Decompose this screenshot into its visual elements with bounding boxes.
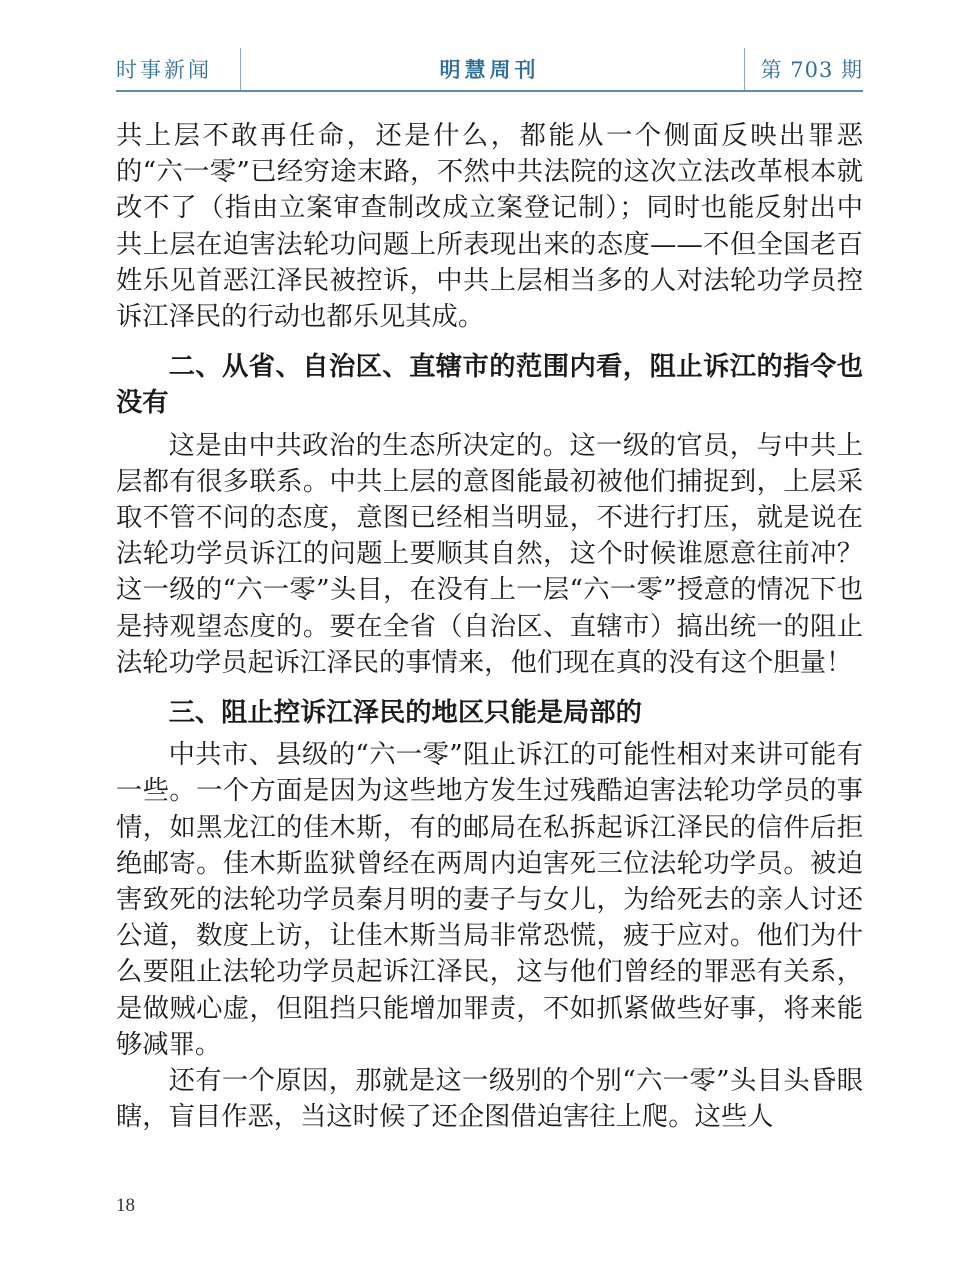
article-body [116,118,863,1135]
header-issue-number: 第 703 期 [760,58,863,82]
section-heading-3: 三、阻止控诉江泽民的地区只能是局部的 [168,698,642,729]
paragraph-section-2: 这是由中共政治的生态所决定的。这一级的官员，与中共上层都有很多联系。中共上层的意图能最初被他们捕捉到，上层采取不管不问的态度，意图已经相当明显，不进行打压，就是说在法轮功学员诉江的问题上要顺其自然，这个时候谁愿意往前冲？这一级的“六一零”头目，在没有上一层“六一零”授意的情况下也是持观望态度的。要在全省（自治区、直辖市）搞出统一的阻止法轮功学员起诉江泽民的事情来，他们现在真的没有这个胆量！ [116,430,863,678]
header-section-label: 时事新闻 [116,58,212,82]
paragraph-section-3-continued: 还有一个原因，那就是这一级别的个别“六一零”头目头昏眼瞎，盲目作恶，当这时候了还企图借迫害往上爬。这些人 [116,1066,863,1133]
header-publication-title: 明慧周刊 [439,58,540,82]
page-number: 18 [116,1195,135,1216]
section-heading-2: 二、从省、自治区、直辖市的范围内看，阻止诉江的指令也没有 [116,352,863,419]
page-header [116,52,863,90]
paragraph-section-3: 中共市、县级的“六一零”阻止诉江的可能性相对来讲可能有一些。一个方面是因为这些地方发生过残酷迫害法轮功学员的事情，如黑龙江的佳木斯，有的邮局在私拆起诉江泽民的信件后拒绝邮寄。佳木斯监狱曾经在两周内迫害死三位法轮功学员。被迫害致死的法轮功学员秦月明的妻子与女儿，为给死去的亲人讨还公道，数度上访，让佳木斯当局非常恐慌，疲于应对。他们为什么要阻止法轮功学员起诉江泽民，这与他们曾经的罪恶有关系，是做贼心虚，但阻挡只能增加罪责，不如抓紧做些好事，将来能够减罪。 [116,740,863,1060]
header-rule [116,90,863,92]
header-divider-right [744,48,745,90]
paragraph-continued: 共上层不敢再任命，还是什么，都能从一个侧面反映出罪恶的“六一零”已经穷途末路，不然中共法院的这次立法改革根本就改不了（指由立案审查制改成立案登记制）；同时也能反射出中共上层在迫害法轮功问题上所表现出来的态度——不但全国老百姓乐见首恶江泽民被控诉，中共上层相当多的人对法轮功学员控诉江泽民的行动也都乐见其成。 [116,121,863,333]
